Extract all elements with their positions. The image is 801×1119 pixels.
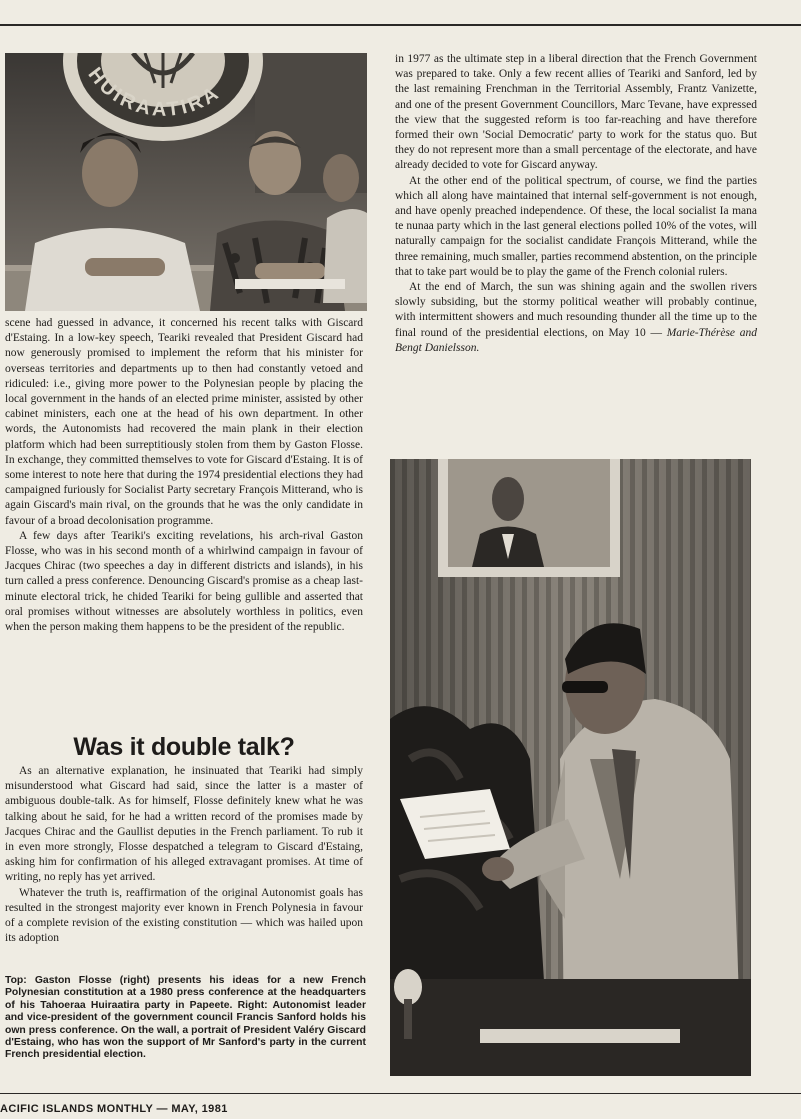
photo-press-conference-sanford: [390, 459, 751, 1076]
photo-press-conference-flosse: [5, 53, 367, 311]
sign-text: HUIRAATIRA: [83, 63, 225, 122]
paragraph: As an alternative explanation, he insinuated that Teariki had simply misunderstood what Giscard had said, since the latter is a master of ambiguous double-talk. As for himself, Flosse definitely knew what he was talking about he said, for he had a written record of the promises made by Jacques Chirac and the Gaullist deputies in the French parliament. To rub it in even more strongly, Flosse despatched a telegram to Giscard d'Estaing, asking him for confirmation of his alleged extravagant promises. At time of writing, no reply has yet arrived.: [5, 765, 363, 884]
footer-rule: [0, 1093, 801, 1094]
article-right-column: [395, 52, 757, 356]
author-signature: Marie-Thérèse and Bengt Danielsson.: [395, 326, 757, 354]
top-rule: [0, 24, 801, 26]
paragraph: Whatever the truth is, reaffirmation of the original Autonomist goals has resulted in the strongest majority ever known in French Polynesia in favour of a complete revision of the existing constitution — which was hailed upon its adoption: [5, 886, 363, 945]
page-footer: ACIFIC ISLANDS MONTHLY — MAY, 1981: [0, 1103, 228, 1115]
section-heading: Was it double talk?: [73, 733, 295, 761]
paragraph: A few days after Teariki's exciting revelations, his arch-rival Gaston Flosse, who was in his second month of a whirlwind campaign in favour of Jacques Chirac (two speeches a day in different districts and islands), in his turn called a press conference. Denouncing Giscard's promise as a cheap last-minute electoral trick, he chided Teariki for being gullible and asserted that oral promises without witnesses are absolutely worthless in politics, even when the person making them happens to be the president of the republic.: [5, 529, 363, 634]
article-left-column-top: [5, 316, 363, 635]
photo-caption: Top: Gaston Flosse (right) presents his ideas for a new French Polynesian constitution at a 1980 press conference at the headquarters of his Tahoeraa Huiraatira party in Papeete. Right: Autonomist leader and vice-president of the government council Francis Sanford holds his own press conference. On the wall, a portrait of President Valéry Giscard d'Estaing, who has won the support of Mr Sanford's party in the current French presidential election.: [5, 975, 366, 1061]
paragraph: scene had guessed in advance, it concerned his recent talks with Giscard d'Estaing. In a low-key speech, Teariki revealed that President Giscard had now generously promised to implement the reform that his minister for overseas territories and departments up to then had constantly vetoed and ridiculed: i.e., giving more power to the Polynesian people by placing the local government in the hands of an elected prime minister, assisted by other cabinet ministers, each one at the head of his own department. In other words, the Autonomists had recovered the main plank in their election platform which had been surreptitiously stolen from them by Gaston Flosse. In exchange, they committed themselves to vote for Giscard d'Estaing. It is of some interest to note here that during the 1974 presidential elections they had campaigned furiously for Socialist Party secretary François Mitterand, who is again Giscard's main rival, on the grounds that he was the only candidate in favour of a broad decolonisation programme.: [5, 317, 363, 527]
paragraph: in 1977 as the ultimate step in a liberal direction that the French Government was prepared to take. Only a few recent allies of Teariki and Sanford, led by the last remaining Frenchman in the Territorial Assembly, Frantz Vanizette, and one of the present Government Councillors, Marc Tevane, have expressed the view that the suggested reform is too far-reaching and have therefore formed their own 'Social Democratic' party to work for the status quo. But they do not represent more than a small percentage of the electorate, and have already decided to vote for Giscard anyway.: [395, 53, 757, 172]
paragraph-text: At the end of March, the sun was shining again and the swollen rivers slowly subsiding, but the stormy political weather will probably continue, with intermittent showers and much resounding thunder all the time up to the final round of the presidential elections, on May 10 —: [395, 281, 757, 339]
article-left-column-bottom: [5, 764, 363, 946]
paragraph: At the other end of the political spectrum, of course, we find the parties which all along have maintained that internal self-government is not enough, and have openly preached independence. Of these, the local socialist Ia mana te nunaa party which in the last general elections polled 10% of the votes, will naturally campaign for the socialist candidate François Mitterand, while the three remaining, much smaller, parties recommend abstention, on the principle that to take part would be to play the game of the French colonial rulers.: [395, 174, 757, 278]
paragraph: [395, 280, 757, 356]
